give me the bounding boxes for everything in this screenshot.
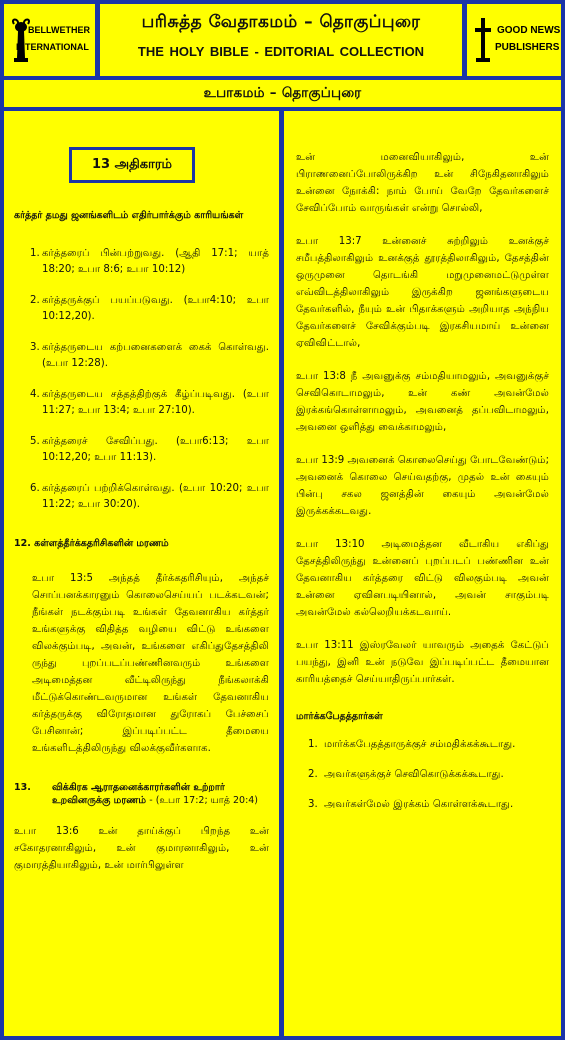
good-news-logo: [467, 4, 561, 76]
list-item: 2. அவர்களுக்குச் செவிகொடுக்கக்கூடாது.: [308, 769, 504, 780]
section-reference: - (உபா 17:2; யாத் 20:4): [149, 795, 259, 806]
bellwether-logo: [4, 4, 95, 76]
verse-paragraph: உபா 13:10 அடிமைத்தன வீடாகிய எகிப்து தேசத்திலிருந்து உன்னைப் புறப்படப் பண்ணின உன் தேவனாகிய கர்த்தரை விட்டு விலகும்படி அவன் உன்னை ஏவினபடியினால், அவன் சாகும்படி அவன்மேல் கல்லெறியக்கடவாய்.: [296, 539, 549, 618]
verse-paragraph: உபா 13:8 நீ அவனுக்கு சம்மதியாமலும், அவனுக்குச் செவிகொடாமலும், உன் கண் அவன்மேல் இரக்கங்கொள்ளாமலும், அவனைத் தப்பவிடாமலும், அவனை ஒளித்து வைக்காமலும்,: [296, 371, 549, 433]
section-number: 13.: [14, 782, 31, 793]
list-item: 3. அவர்கள்மேல் இரக்கம் கொள்ளக்கூடாது.: [308, 799, 514, 810]
verse-paragraph: உபா 13:6 உன் தாய்க்குப் பிறந்த உன் சகோதரனாகிலும், உன் குமாரனாகிலும், உன் குமாரத்தியாகிலும், உன் மார்பிலுள்ள: [14, 826, 269, 871]
list-item: 5. கர்த்தரைச் சேவிப்பது. (உபா6:13; உபா 10:12,20; உபா 11:13).: [30, 436, 269, 463]
heretics-list: [296, 737, 549, 813]
list-item: 4. கர்த்தருடைய சத்தத்திற்குக் கீழ்ப்படிவது. (உபா 11:27; உபா 13:4; உபா 27:10).: [30, 389, 269, 416]
verse-paragraph: உன் மனைவியாகிலும், உன் பிராணனைப்போலிருக்கிற உன் சிநேகிதனாகிலும் உன்னை நோக்கி: நாம் போய் வேறே தேவர்களைச் சேவிப்போம் வாருங்கள் என்று சொல்லி,: [296, 152, 549, 214]
logo-line1: GOOD NEWS: [497, 25, 561, 36]
verse-paragraph: உபா 13:7 உன்னைச் சுற்றிலும் உனக்குச் சமீபத்திலாகிலும் உனக்குத் தூரத்திலாகிலும், தேசத்தின் ஒருமுனை தொடங்கி மறுமுனைமட்டுமுள்ள எவ்விடத்திலாகிலும் இருக்கிற ஜனங்களுடைய தேவர்களில், நீயும் உன் பிதாக்களும் அறியாத அந்நிய தேவர்களைச் சேவிக்கும்படி இரகசியமாய் உன்னை ஏவிவிட்டால்,: [296, 236, 549, 349]
title-english: THE HOLY BIBLE - EDITORIAL COLLECTION: [137, 44, 425, 59]
cross-icon: [473, 16, 493, 64]
section-title: விக்கிரக ஆராதனைக்காரர்களின் உற்றார் உறவினருக்கு மரணம்: [52, 782, 225, 806]
subtitle-text: உபாகமம் – தொகுப்புரை: [203, 85, 362, 101]
verse-paragraph: உபா 13:5 அந்தத் தீர்க்கதரிசியும், அந்தச் சொப்பனக்காரனும் கொலைசெய்யப் படக்கடவன்; நீங்கள் நடக்கும்படி உங்கள் தேவனாகிய கர்த்தர் உங்களுக்கு விதித்த வழியை விட்டு உங்களை விலக்கும்படி, அவன், உங்களை எகிப்துதேசத்திலி ருந்து புறப்படப்பண்ணினவரும் உங்களை அடிமைத்தன வீட்டிலிருந்து நீங்கலாக்கி மீட்டுக்கொண்டவருமான உங்கள் தேவனாகிய கர்த்தருக்கு விரோதமான துரோகப் பேச்சைப் பேசினான்; இப்படிப்பட்ட தீமையை உங்களிடத்திலிருந்து விலக்குவீர்களாக.: [32, 573, 269, 754]
left-column: [4, 111, 279, 1036]
section-heading: 12. கள்ளத்தீர்க்கதரிசிகளின் மரணம்: [14, 538, 169, 549]
verse-paragraph: உபா 13:9 அவனைக் கொலைசெய்து போடவேண்டும்; அவனைக் கொலை செய்வதற்கு, முதல் உன் கையும் பின்பு சகல ஜனத்தின் கையும் அவன்மேல் இருக்கக்கடவது.: [296, 455, 550, 517]
logo-line2: INTERNATIONAL: [16, 42, 89, 52]
title-tamil: பரிசுத்த வேதாகமம் – தொகுப்புரை: [141, 12, 421, 32]
section-heading: [14, 781, 269, 807]
list-item: 3. கர்த்தருடைய கற்பனைகளைக் கைக் கொள்வது. (உபா 12:28).: [30, 342, 269, 369]
expectations-list: [14, 246, 269, 513]
section-heading: கர்த்தர் தமது ஜனங்களிடம் எதிர்பார்க்கும் காரியங்கள்: [14, 210, 244, 221]
list-item: 6. கர்த்தரைப் பற்றிக்கொள்வது. (உபா 10:20; உபா 11:22; உபா 30:20).: [30, 483, 269, 510]
verse-paragraph: உபா 13:11 இஸ்ரவேலர் யாவரும் அதைக் கேட்டுப் பயந்து, இனி உன் நடுவே இப்படிப்பட்ட தீமையான காரியத்தைச் செய்யாதிருப்பார்கள்.: [296, 640, 549, 685]
right-column: [284, 111, 561, 1036]
book-subtitle: [4, 80, 561, 107]
header-title: [100, 4, 462, 76]
section-heading: மார்க்கபேதத்தார்கள்: [296, 711, 383, 722]
logo-line1: BELLWETHER: [28, 25, 90, 35]
chapter-label: 13 அதிகாரம்: [69, 147, 195, 183]
list-item: 1. கர்த்தரைப் பின்பற்றுவது. (ஆதி 17:1; யாத் 18:20; உபா 8:6; உபா 10:12): [30, 248, 269, 275]
list-item: 1. மார்க்கபேதத்தாருக்குச் சம்மதிக்கக்கூடாது.: [308, 739, 516, 750]
logo-line2: PUBLISHERS: [495, 42, 560, 53]
list-item: 2. கர்த்தருக்குப் பயப்படுவது. (உபா4:10; உபா 10:12,20).: [30, 295, 269, 322]
